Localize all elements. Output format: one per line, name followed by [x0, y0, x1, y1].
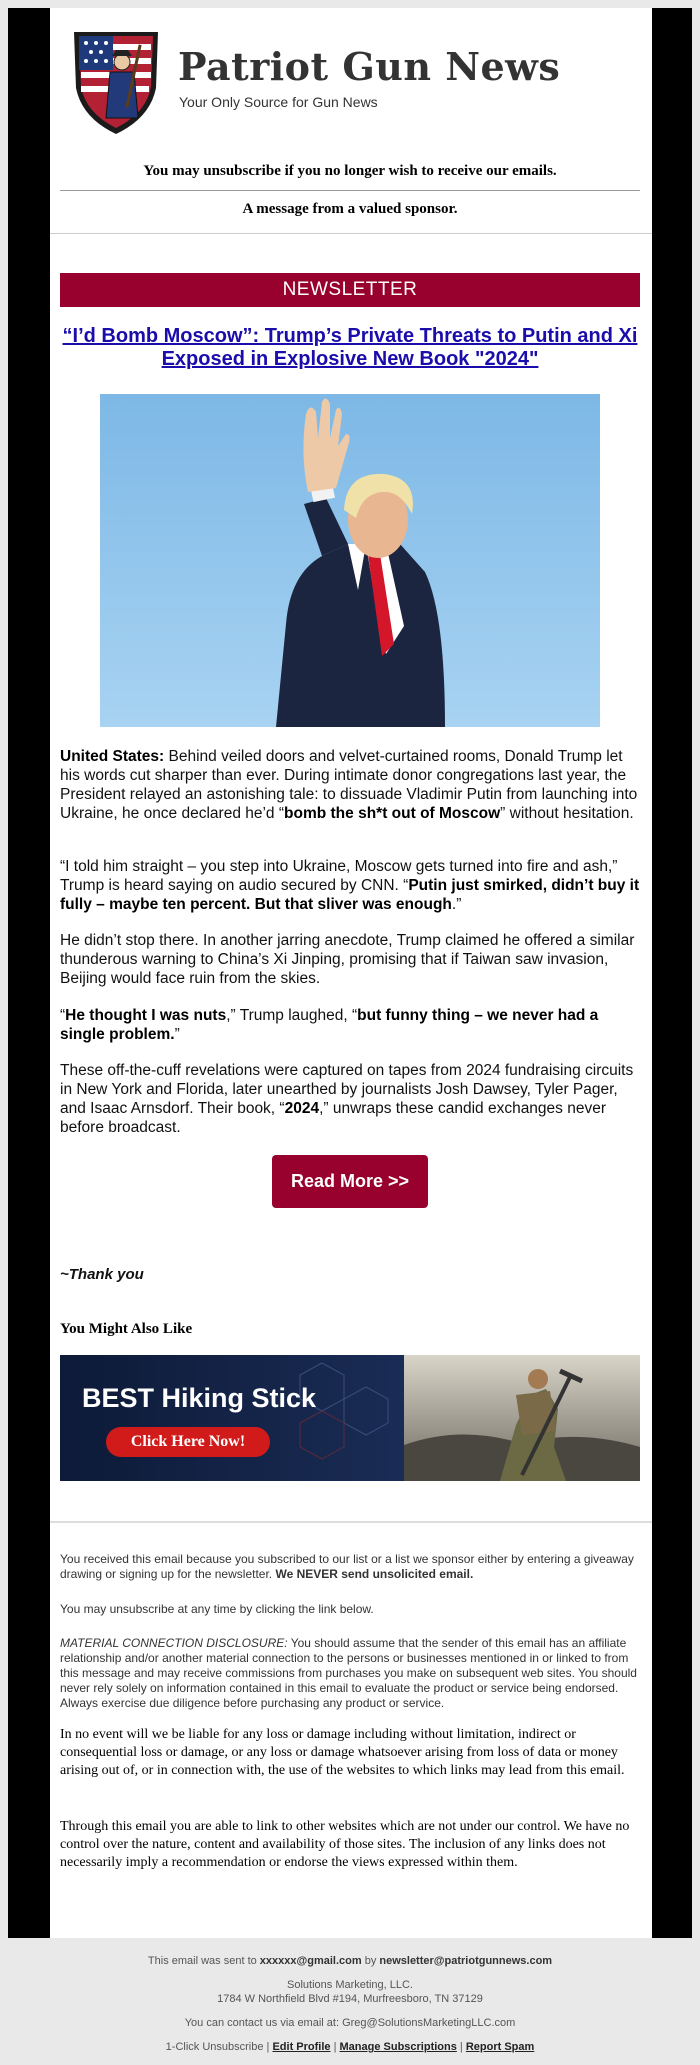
edit-profile-link[interactable]: Edit Profile — [272, 2041, 331, 2053]
sponsor-notice: A message from a valued sponsor. — [242, 201, 458, 217]
liability-disclaimer: In no event will we be liable for any loss or damage including without limitation, indirect or consequential loss or damage, or any loss or damage whatsoever arising from loss of data or money arising out of, or in connection with, the use of the websites to which links may lead from this email. — [60, 1727, 625, 1778]
signoff: ~Thank you — [60, 1266, 144, 1283]
footer-sent-to: This email was sent to xxxxxx@gmail.com by newsletter@patriotgunnews.com — [147, 1955, 553, 1967]
unsubscribe-notice: You may unsubscribe if you no longer wish to receive our emails. — [143, 163, 557, 179]
read-more-button[interactable]: Read More >> — [272, 1155, 428, 1208]
footer-company: Solutions Marketing, LLC. — [287, 1979, 413, 1991]
brand-tagline: Your Only Source for Gun News — [179, 94, 378, 110]
manage-subscriptions-link[interactable]: Manage Subscriptions — [339, 2041, 457, 2053]
ad-banner-title: BEST Hiking Stick — [82, 1383, 317, 1413]
article-paragraph: “I told him straight – you step into Ukraine, Moscow gets turned into fire and ash,” Trump is heard saying on audio secured by CNN. “Putin just smirked, didn’t buy it fully – maybe ten percent. But that sliver was enough.” — [60, 858, 640, 913]
article-paragraph: These off-the-cuff revelations were captured on tapes from 2024 fundraising circuits in New York and Florida, later unearthed by journalists Josh Dawsey, Tyler Pager, and Isaac Arnsdorf. Their book, “2024,” unwraps these candid exchanges never before broadcast. — [60, 1062, 634, 1136]
ad-banner-graphic — [60, 1355, 640, 1481]
brand-title: Patriot Gun News — [178, 44, 561, 89]
divider — [60, 190, 640, 191]
article-headline — [60, 325, 640, 371]
footer-contact: You can contact us via email at: Greg@SolutionsMarketingLLC.com — [184, 2017, 516, 2029]
patriot-shield-logo-icon — [70, 26, 162, 136]
footer-address: 1784 W Northfield Blvd #194, Murfreesboro, TN 37129 — [217, 1993, 483, 2005]
you-might-also-like-heading: You Might Also Like — [60, 1321, 193, 1337]
unsubscribe-anytime-note: You may unsubscribe at any time by clicking the link below. — [60, 1602, 374, 1616]
report-spam-link[interactable]: Report Spam — [465, 2041, 535, 2053]
article-photo[interactable] — [100, 394, 600, 727]
article-paragraph: United States: Behind veiled doors and velvet-curtained rooms, Donald Trump let his words cut sharper than ever. During intimate donor congregations last year, the President relayed an astonishing tale: to dissuade Vladimir Putin from launching into Ukraine, he once declared he’d “bomb the sh*t out of Moscow” without hesitation. — [60, 748, 638, 822]
external-links-disclaimer: Through this email you are able to link to other websites which are not under our control. We have no control over the nature, content and availability of those sites. The inclusion of any links does not necessarily imply a recommendation or endorse the views expressed within them. — [60, 1819, 630, 1870]
article-paragraph: He didn’t stop there. In another jarring anecdote, Trump claimed he offered a similar thunderous warning to China’s Xi Jinping, promising that if Taiwan saw invasion, Beijing would face ruin from the skies. — [60, 932, 635, 987]
divider — [50, 233, 652, 234]
newsletter-banner: NEWSLETTER — [60, 273, 640, 307]
article-paragraph: “He thought I was nuts,” Trump laughed, “but funny thing – we never had a single problem.” — [60, 1007, 599, 1043]
divider — [50, 1521, 652, 1523]
ad-banner-cta-button[interactable]: Click Here Now! — [130, 1433, 246, 1450]
footer-links: 1-Click Unsubscribe | Edit Profile | Manage Subscriptions | Report Spam — [165, 2041, 535, 2053]
material-connection-disclosure: MATERIAL CONNECTION DISCLOSURE: You should assume that the sender of this email has an affiliate relationship and/or another material connection to the persons or businesses mentioned in or linked to from this message and may receive commissions from purchases you make on subsequent web sites. You should never rely solely on information contained in this email to evaluate the product or service being endorsed. Always exercise due diligence before purchasing any product or service. — [60, 1636, 637, 1710]
subscription-notice: You received this email because you subscribed to our list or a list we sponsor either by entering a giveaway drawing or signing up for the newsletter. We NEVER send unsolicited email. — [60, 1552, 634, 1581]
article-headline-link[interactable]: “I’d Bomb Moscow”: Trump’s Private Threats to Putin and Xi Exposed in Explosive New Book "2024" — [62, 325, 638, 370]
hiking-stick-ad-banner[interactable] — [60, 1355, 640, 1481]
